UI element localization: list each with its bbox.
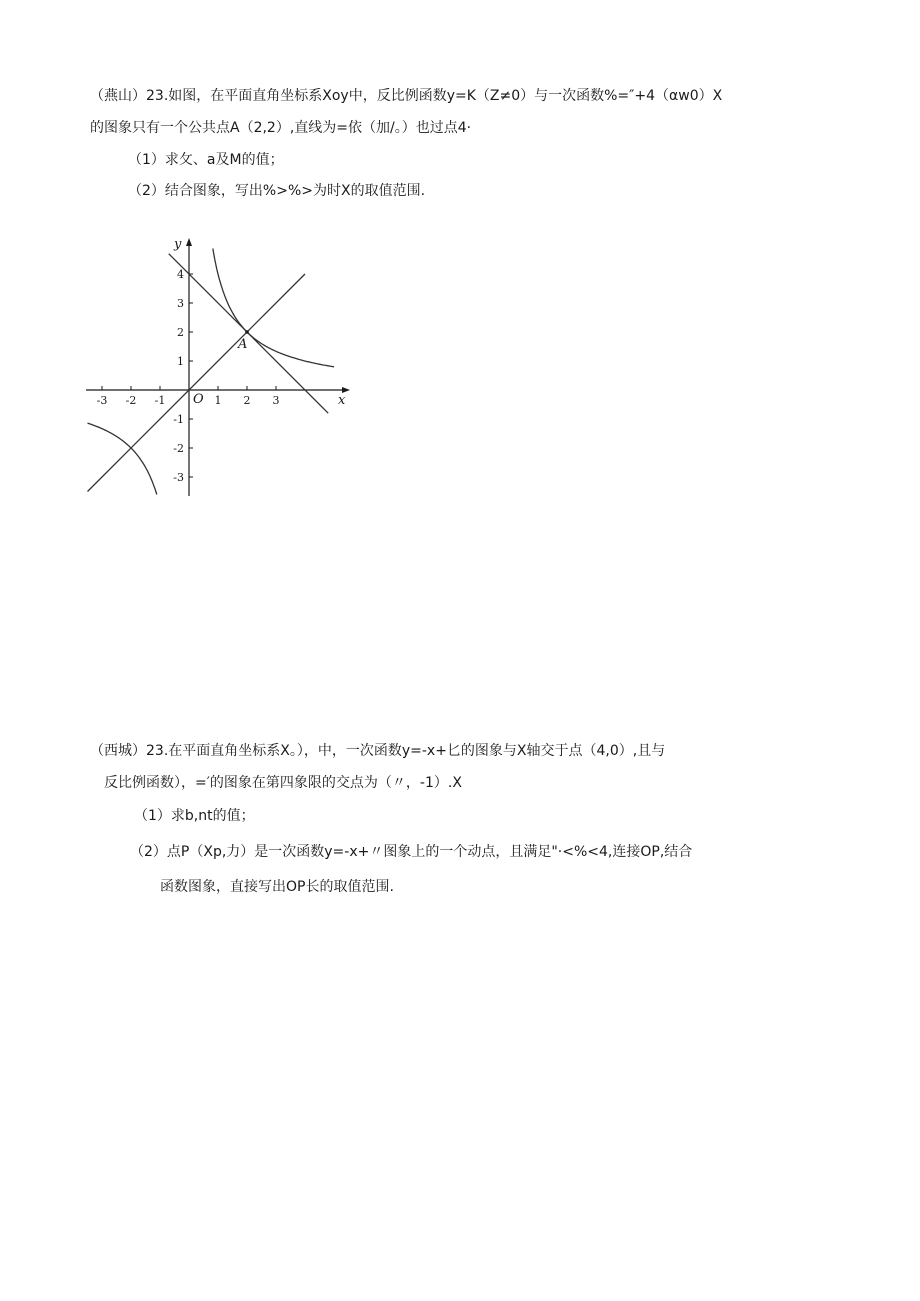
point-a	[245, 330, 249, 334]
y-tick-label: 2	[177, 326, 184, 339]
problem-2-question-2-line-1: （2）点P（Xp,力）是一次函数y=-x+〃图象上的一个动点，且满足"·<%<4,连接OP,结合	[130, 844, 693, 860]
x-tick-label: 1	[214, 394, 222, 407]
point-a-label: A	[238, 337, 248, 352]
x-tick-label: -3	[96, 394, 108, 407]
problem-1-line-1: （燕山）23.如图，在平面直角坐标系Xoy中，反比例函数y=K（Z≠0）与一次函数%=″+4（αw0）X	[90, 88, 723, 104]
hyperbola-branch-first-quadrant	[213, 249, 334, 367]
hyperbola-branch-third-quadrant	[88, 423, 157, 494]
y-tick-label: 3	[177, 297, 184, 310]
graph-svg	[84, 232, 354, 498]
y-axis-arrow	[186, 238, 192, 246]
y-tick-label: 1	[177, 355, 184, 368]
line-decreasing	[169, 254, 329, 414]
y-tick-label: -2	[173, 442, 184, 455]
problem-2-question-2-line-2: 函数图象，直接写出OP长的取值范围.	[160, 879, 394, 895]
x-tick-label: -2	[125, 394, 137, 407]
y-tick-label: -3	[173, 471, 184, 484]
x-tick-label: 3	[272, 394, 280, 407]
problem-1-line-2: 的图象只有一个公共点A（2,2）,直线为=依（加/。）也过点4·	[90, 120, 472, 136]
x-tick-label: -1	[154, 394, 166, 407]
problem-1-question-2: （2）结合图象，写出%>%>为时X的取值范围.	[128, 183, 426, 199]
x-tick-label: 2	[243, 394, 251, 407]
x-axis-name: x	[338, 393, 346, 408]
y-axis-name: y	[174, 237, 182, 252]
origin-label: O	[193, 392, 204, 407]
problem-2-line-1: （西城）23.在平面直角坐标系X。），中，一次函数y=-x+匕的图象与X轴交于点（4,0）,且与	[90, 743, 666, 759]
y-tick-label: 4	[177, 268, 184, 281]
line-increasing	[88, 274, 306, 492]
y-tick-label: -1	[173, 413, 184, 426]
problem-1-question-1: （1）求攵、a及M的值；	[128, 152, 284, 168]
problem-2-line-2: 反比例函数），=′的图象在第四象限的交点为（〃，-1）.X	[104, 775, 462, 791]
function-graph	[84, 232, 354, 498]
problem-2-question-1: （1）求b,nt的值；	[134, 808, 255, 824]
